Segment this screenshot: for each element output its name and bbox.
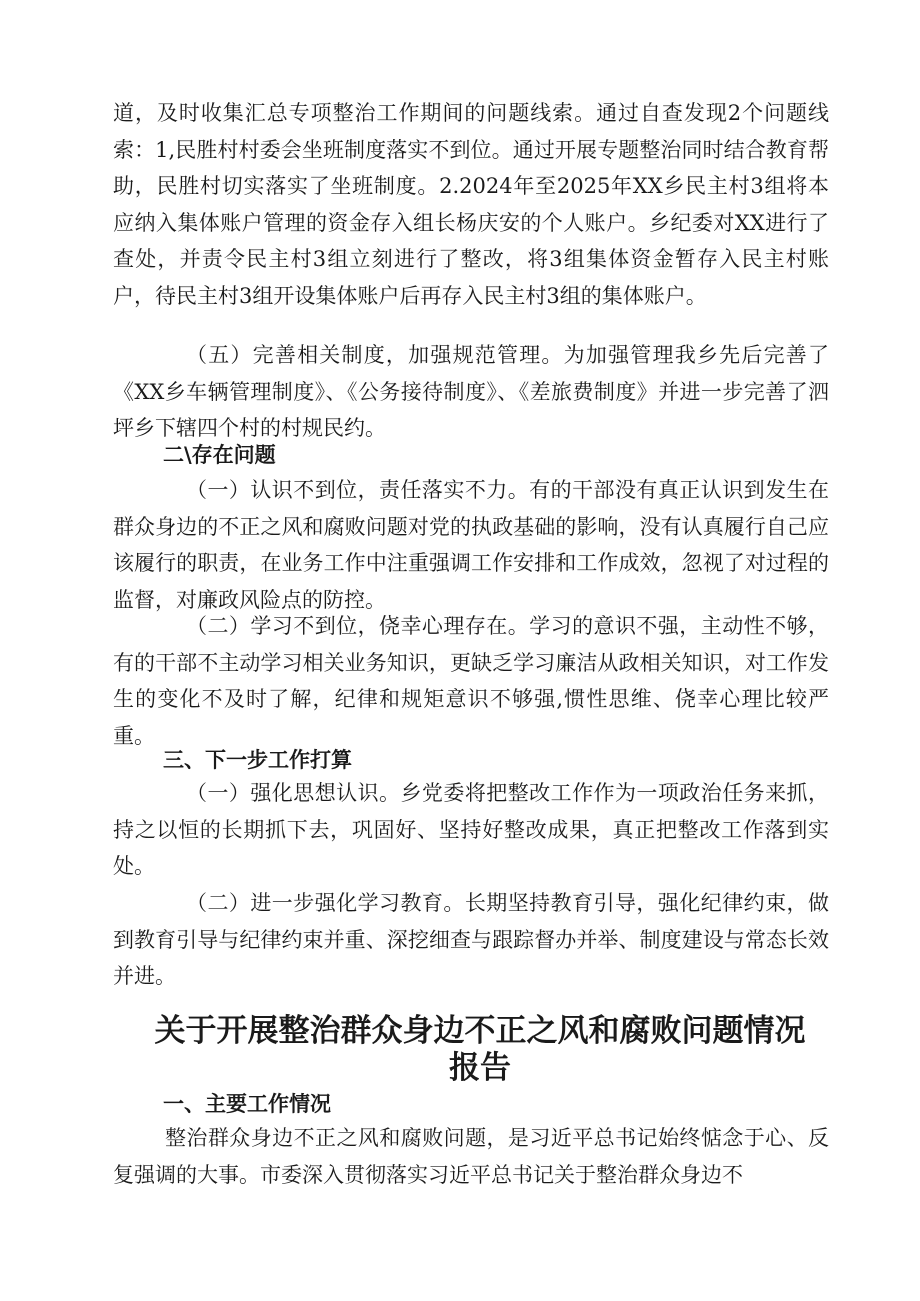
section-heading-next-steps: 三、下一步工作打算 bbox=[163, 748, 352, 772]
paragraph-improve-systems: （五）完善相关制度，加强规范管理。为加强管理我乡先后完善了《XX乡车辆管理制度》、《公务接待制度》、《差旅费制度》并进一步完善了泗坪乡下辖四个村的村规民约。 bbox=[113, 343, 829, 441]
report-title-line-2: 报告 bbox=[449, 1050, 511, 1086]
report-title-line-1: 关于开展整治群众身边不正之风和腐败问题情况 bbox=[154, 1013, 806, 1049]
paragraph-problem-clues: 道，及时收集汇总专项整治工作期间的问题线索。通过自查发现2个问题线索：1,民胜村村委会坐班制度落实不到位。通过开展专题整治同时结合教育帮助，民胜村切实落实了坐班制度。2.2024年至2025年XX乡民主村3组将本应纳入集体账户管理的资金存入组长杨庆安的个人账户。乡纪委对XX进行了查处，并责令民主村3组立刻进行了整改，将3组集体资金暂存入民主村账户，待民主村3组开设集体账户后再存入民主村3组的集体账户。 bbox=[113, 101, 829, 308]
section-heading-existing-problems: 二\存在问题 bbox=[163, 443, 276, 467]
paragraph-awareness-problem: （一）认识不到位，责任落实不力。有的干部没有真正认识到发生在群众身边的不正之风和腐败问题对党的执政基础的影响，没有认真履行自己应该履行的职责，在业务工作中注重强调工作安排和工作成效，忽视了对过程的监督，对廉政风险点的防控。 bbox=[113, 478, 829, 612]
paragraph-strengthen-learning: （二）进一步强化学习教育。长期坚持教育引导，强化纪律约束，做到教育引导与纪律约束并重、深挖细查与跟踪督办并举、制度建设与常态长效并进。 bbox=[113, 891, 829, 989]
paragraph-learning-problem: （二）学习不到位，侥幸心理存在。学习的意识不强，主动性不够，有的干部不主动学习相关业务知识，更缺乏学习廉洁从政相关知识，对工作发生的变化不及时了解，纪律和规矩意识不够强,惯性思维、侥幸心理比较严重。 bbox=[113, 614, 829, 748]
section-heading-main-work: 一、主要工作情况 bbox=[163, 1092, 331, 1116]
paragraph-strengthen-thinking: （一）强化思想认识。乡党委将把整改工作作为一项政治任务来抓，持之以恒的长期抓下去，巩固好、坚持好整改成果，真正把整改工作落到实处。 bbox=[113, 781, 829, 879]
paragraph-report-intro: 整治群众身边不正之风和腐败问题，是习近平总书记始终惦念于心、反复强调的大事。市委深入贯彻落实习近平总书记关于整治群众身边不 bbox=[113, 1126, 829, 1187]
